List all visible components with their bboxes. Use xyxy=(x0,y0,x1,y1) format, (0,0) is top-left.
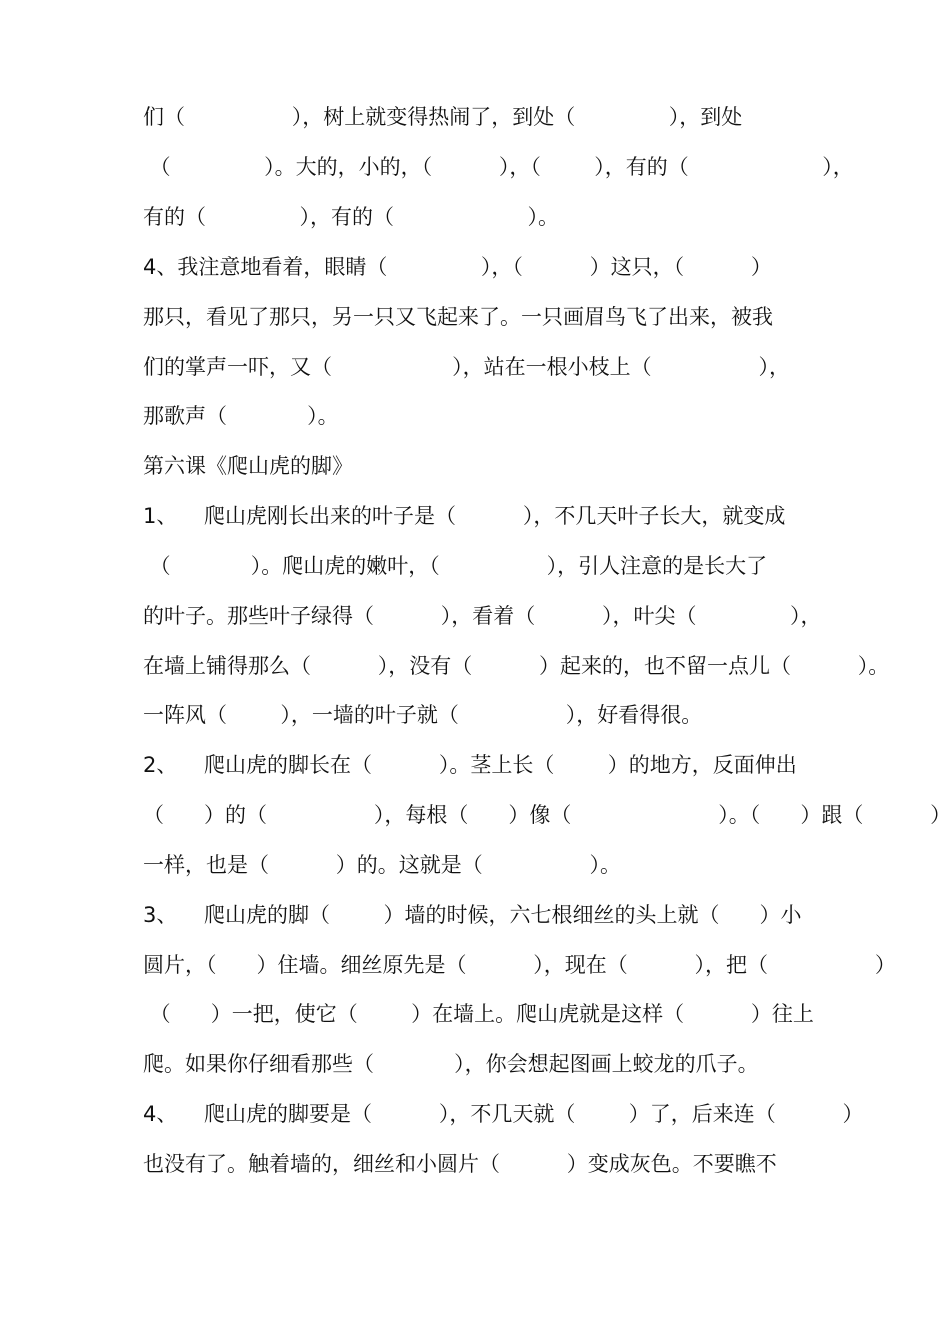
text-line: （ ）的（ ），每根（ ）像（ ）。（ ）跟（ ） xyxy=(143,803,951,827)
text-line: 一阵风（ ），一墙的叶子就（ ），好看得很。 xyxy=(143,703,703,727)
text-line: 那只，看见了那只，另一只又飞起来了。一只画眉鸟飞了出来，被我 xyxy=(143,305,773,329)
text-line: 一样，也是（ ）的。这就是（ ）。 xyxy=(143,853,622,877)
text-line: 1、 爬山虎刚长出来的叶子是（ ），不几天叶子长大，就变成 xyxy=(143,504,786,528)
text-line: 那歌声（ ）。 xyxy=(143,404,339,428)
text-line: 爬。如果你仔细看那些（ ），你会想起图画上蛟龙的爪子。 xyxy=(143,1052,759,1076)
text-line: 圆片，（ ）住墙。细丝原先是（ ），现在（ ），把（ ） xyxy=(143,953,896,977)
text-line: 2、 爬山虎的脚长在（ ）。茎上长（ ）的地方，反面伸出 xyxy=(143,753,797,777)
text-line: 们（ ），树上就变得热闹了，到处（ ），到处 xyxy=(143,105,743,129)
text-line: 们的掌声一吓，又（ ），站在一根小枝上（ ）， xyxy=(143,355,790,379)
text-line: 在墙上铺得那么（ ），没有（ ）起来的，也不留一点儿（ ）。 xyxy=(143,654,890,678)
text-line: （ ）一把，使它（ ）在墙上。爬山虎就是这样（ ）往上 xyxy=(143,1002,814,1026)
text-line: 3、 爬山虎的脚（ ）墙的时候，六七根细丝的头上就（ ）小 xyxy=(143,903,802,927)
text-line: 4、 爬山虎的脚要是（ ），不几天就（ ）了，后来连（ ） xyxy=(143,1102,864,1126)
text-line: （ ）。爬山虎的嫩叶，（ ），引人注意的是长大了 xyxy=(143,554,768,578)
text-line: 4、我注意地看着，眼睛（ ），（ ）这只，（ ） xyxy=(143,255,772,279)
text-line: 也没有了。触着墙的，细丝和小圆片（ ）变成灰色。不要瞧不 xyxy=(143,1152,777,1176)
text-line: 的叶子。那些叶子绿得（ ），看着（ ），叶尖（ ）， xyxy=(143,604,822,628)
text-line: 有的（ ），有的（ ）。 xyxy=(143,205,559,229)
lesson-title: 第六课《爬山虎的脚》 xyxy=(143,454,353,478)
text-line: （ ）。大的，小的，（ ），（ ），有的（ ）， xyxy=(143,155,854,179)
